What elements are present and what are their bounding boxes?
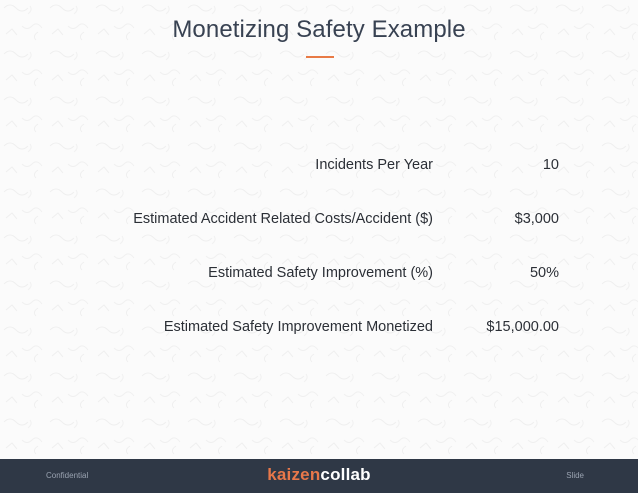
table-row [0,211,638,233]
row-value: $15,000.00 [486,319,559,335]
page-title: Monetizing Safety Example [172,16,466,43]
confidential-label: Confidential [46,471,89,480]
row-value: $3,000 [514,211,559,227]
slide-label: Slide [566,471,584,480]
title-accent-line [306,56,334,58]
table-row [0,319,638,341]
row-label: Estimated Safety Improvement Monetized [163,319,433,335]
row-value: 50% [529,265,559,281]
row-value: 10 [542,157,559,173]
table-row [0,265,638,287]
logo-text-kaizen: kaizen [267,465,321,484]
row-label: Estimated Safety Improvement (%) [208,265,433,281]
table-row [0,157,638,179]
company-logo [0,465,638,485]
logo-text-collab: collab [320,465,371,484]
row-label: Estimated Accident Related Costs/Accident ($) [133,211,433,227]
footer-bar [0,459,638,493]
row-label: Incidents Per Year [315,157,433,173]
